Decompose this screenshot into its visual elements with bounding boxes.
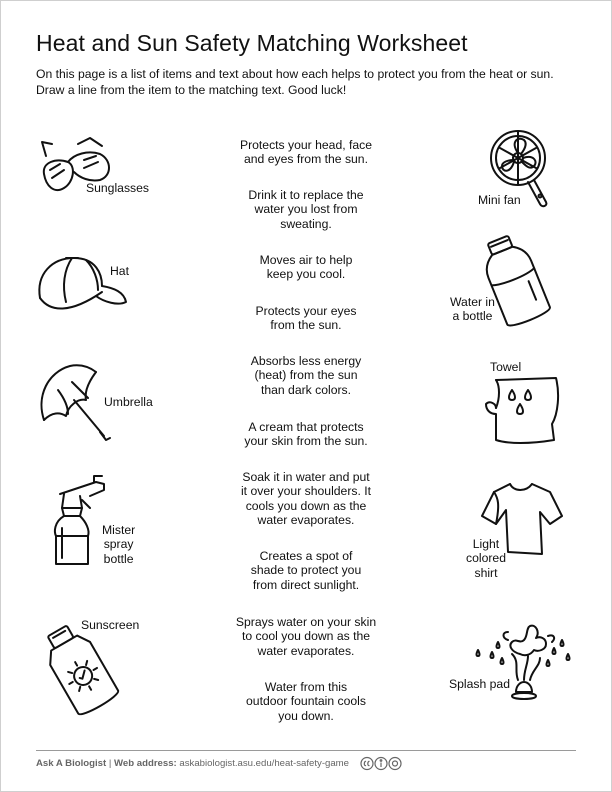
towel-icon [480,374,564,448]
description-7: Soak it in water and put it over your shoulders. It cools you down as the water evaporates. [240,470,372,528]
sunscreen-icon [44,620,120,716]
footer-divider [36,750,576,751]
label-mini-fan: Mini fan [478,193,521,207]
description-4: Protects your eyes from the sun. [255,304,357,333]
creative-commons-icon [360,756,404,771]
label-sunglasses: Sunglasses [86,181,150,195]
description-5: Absorbs less energy (heat) from the sun than dark colors. [250,354,362,397]
description-8: Creates a spot of shade to protect you from direct sunlight. [250,549,362,592]
spray-bottle-icon [50,474,110,570]
description-6: A cream that protects your skin from the sun. [244,420,368,449]
label-splash-pad: Splash pad [449,677,510,691]
page-title: Heat and Sun Safety Matching Worksheet [36,30,468,56]
description-10: Water from this outdoor fountain cools you down. [246,680,366,723]
footer-site: Ask A Biologist [36,758,107,769]
footer [36,758,349,769]
description-9: Sprays water on your skin to cool you down as the water evaporates. [235,615,377,658]
cap-icon [36,252,130,316]
label-umbrella: Umbrella [104,395,153,409]
label-towel: Towel [490,360,522,374]
instructions: On this page is a list of items and text about how each helps to protect you from the heat or sun. Draw a line from the item to the matching text. Good luck! [36,67,554,97]
footer-url[interactable]: askabiologist.asu.edu/heat-safety-game [176,758,350,769]
description-3: Moves air to help keep you cool. [259,253,353,282]
description-2: Drink it to replace the water you lost from sweating. [248,188,364,231]
description-1: Protects your head, face and eyes from the sun. [239,138,373,167]
label-spray-bottle: Mister spray bottle [102,523,136,566]
label-hat: Hat [110,264,129,278]
footer-separator: | [106,758,115,769]
label-light-shirt: Light colored shirt [466,537,506,580]
label-sunscreen: Sunscreen [81,618,140,632]
footer-web-label: Web address: [114,758,177,769]
label-water-bottle: Water in a bottle [450,295,495,324]
fountain-icon [468,614,578,706]
